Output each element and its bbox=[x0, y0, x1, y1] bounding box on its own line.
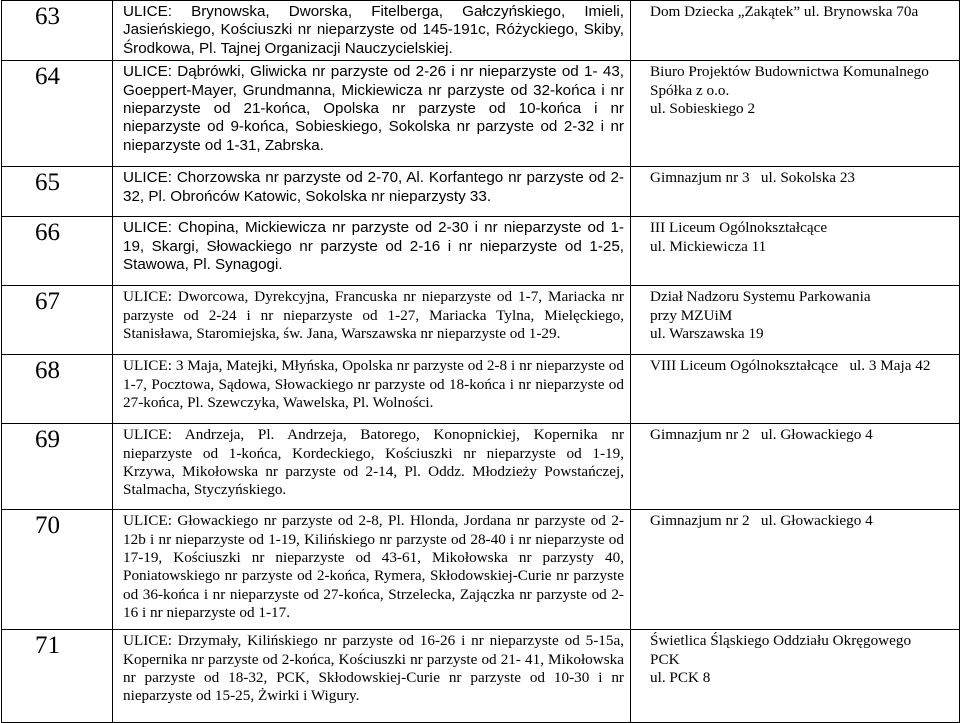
streets-text: ULICE: Dworcowa, Dyrekcyjna, Francuska nr nieparzyste od 1-7, Mariacka nr parzyste od 2-24 i nr nieparzyste od 1-27, Mariacka Tylna, Mielęckiego, Stanisława, Staromiejska, św. Jana, Warszawska nr nieparzyste od 1-29. bbox=[123, 288, 624, 343]
streets-cell bbox=[113, 424, 631, 510]
table-row bbox=[2, 61, 960, 167]
streets-cell bbox=[113, 1, 631, 61]
polling-place-cell bbox=[631, 167, 960, 217]
polling-place-line: ul. Warszawska 19 bbox=[650, 325, 764, 343]
polling-place-cell bbox=[631, 355, 960, 424]
polling-place-line: ul. PCK 8 bbox=[650, 669, 711, 687]
district-number: 65 bbox=[2, 167, 113, 217]
streets-text: ULICE: Drzymały, Kilińskiego nr parzyste od 16-26 i nr nieparzyste od 5-15a, Kopernika nr parzyste od 2-końca, Kościuszki nr parzyste od 21- 41, Mikołowska nr parzyste od 18-32, PCK, Skłodowskiej-Curie nr parzyste od 10-30 i nr nieparzyste od 15-25, Żwirki i Wigury. bbox=[123, 632, 624, 705]
district-number: 69 bbox=[2, 424, 113, 510]
table-row bbox=[2, 424, 960, 510]
streets-text: ULICE: Dąbrówki, Gliwicka nr parzyste od 2-26 i nr nieparzyste od 1- 43, Goeppert-Mayer, Grundmanna, Mickiewicza nr parzyste od 32-końca i nr nieparzyste od 21-końca, Opolska nr parzyste od 10-końca i nr nieparzyste od 9-końca, Sobieskiego, Sokolska nr parzyste od 2-32 i nr nieparzyste od 1-31, Zabrska. bbox=[123, 63, 624, 154]
streets-cell bbox=[113, 286, 631, 355]
table-row bbox=[2, 1, 960, 61]
streets-cell bbox=[113, 355, 631, 424]
polling-place-cell bbox=[631, 286, 960, 355]
polling-place-cell bbox=[631, 424, 960, 510]
polling-place-line: Gimnazjum nr 2 ul. Głowackiego 4 bbox=[650, 512, 873, 530]
polling-place-line: PCK bbox=[650, 650, 680, 668]
table-row bbox=[2, 286, 960, 355]
polling-place-line: Dział Nadzoru Systemu Parkowania bbox=[650, 288, 871, 306]
table-row bbox=[2, 217, 960, 286]
polling-place-cell bbox=[631, 1, 960, 61]
table-row bbox=[2, 630, 960, 723]
streets-cell bbox=[113, 510, 631, 630]
polling-place-line: III Liceum Ogólnokształcące bbox=[650, 219, 828, 237]
district-number: 63 bbox=[2, 1, 113, 61]
polling-place-line: ul. Sobieskiego 2 bbox=[650, 100, 756, 118]
polling-place-line: przy MZUiM bbox=[650, 306, 733, 324]
district-number: 67 bbox=[2, 286, 113, 355]
polling-place-cell bbox=[631, 630, 960, 723]
streets-text: ULICE: Brynowska, Dworska, Fitelberga, Gałczyńskiego, Imieli, Jasieńskiego, Kościuszki nr nieparzyste od 145-191c, Różyckiego, Skiby, Środkowa, Pl. Tajnej Organizacji Nauczycielskiej. bbox=[123, 3, 624, 57]
table-row bbox=[2, 355, 960, 424]
district-number: 71 bbox=[2, 630, 113, 723]
district-number: 70 bbox=[2, 510, 113, 630]
streets-text: ULICE: Andrzeja, Pl. Andrzeja, Batorego, Konopnickiej, Kopernika nr nieparzyste od 1-końca, Kordeckiego, Kościuszki nr nieparzyste od 1-19, Krzywa, Mikołowska nr parzyste od 2-14, Pl. Oddz. Młodzieży Powstańczej, Stalmacha, Styczyńskiego. bbox=[123, 426, 624, 499]
polling-place-line: Świetlica Śląskiego Oddziału Okręgowego bbox=[650, 632, 912, 650]
district-number: 68 bbox=[2, 355, 113, 424]
table-row bbox=[2, 510, 960, 630]
polling-place-line: VIII Liceum Ogólnokształcące ul. 3 Maja 42 bbox=[650, 357, 931, 375]
district-number: 64 bbox=[2, 61, 113, 167]
polling-place-line: ul. Mickiewicza 11 bbox=[650, 237, 767, 255]
districts-table bbox=[1, 0, 960, 723]
streets-text: ULICE: 3 Maja, Matejki, Młyńska, Opolska nr parzyste od 2-8 i nr nieparzyste od 1-7, Pocztowa, Sądowa, Słowackiego nr parzyste od 18-końca i nr nieparzyste od 27-końca, Pl. Szewczyka, Wawelska, Pl. Wolności. bbox=[123, 357, 624, 412]
streets-text: ULICE: Chopina, Mickiewicza nr parzyste od 2-30 i nr nieparzyste od 1-19, Skargi, Słowackiego nr parzyste od 2-16 i nr nieparzyste od 1-25, Stawowa, Pl. Synagogi. bbox=[123, 219, 624, 274]
streets-cell bbox=[113, 217, 631, 286]
streets-cell bbox=[113, 630, 631, 723]
table-row bbox=[2, 167, 960, 217]
streets-text: ULICE: Głowackiego nr parzyste od 2-8, Pl. Hlonda, Jordana nr parzyste od 2-12b i nr nieparzyste od 1-19, Kilińskiego nr parzyste od 28-40 i nr nieparzyste od 17-19, Kościuszki nr nieparzyste od 43-61, Mikołowska nr parzysty 40, Poniatowskiego nr parzyste od 2-końca, Rymera, Skłodowskiej-Curie nr parzyste od 36-końca i nr nieparzyste od 27-końca, Strzelecka, Zajączka nr parzyste od 2-16 i nr nieparzyste od 1-17. bbox=[123, 512, 624, 622]
district-number: 66 bbox=[2, 217, 113, 286]
polling-place-line: Biuro Projektów Budownictwa Komunalnego bbox=[650, 63, 929, 81]
streets-cell bbox=[113, 61, 631, 167]
polling-place-cell bbox=[631, 61, 960, 167]
streets-cell bbox=[113, 167, 631, 217]
polling-place-line: Spółka z o.o. bbox=[650, 81, 730, 99]
streets-text: ULICE: Chorzowska nr parzyste od 2-70, Al. Korfantego nr parzyste od 2-32, Pl. Obrońców Katowic, Sokolska nr nieparzysty 33. bbox=[123, 169, 624, 205]
polling-place-line: Gimnazjum nr 3 ul. Sokolska 23 bbox=[650, 169, 856, 187]
polling-place-cell bbox=[631, 217, 960, 286]
polling-place-cell bbox=[631, 510, 960, 630]
polling-place-line: Gimnazjum nr 2 ul. Głowackiego 4 bbox=[650, 426, 873, 444]
polling-place-line: Dom Dziecka „Zakątek” ul. Brynowska 70a bbox=[650, 3, 919, 20]
